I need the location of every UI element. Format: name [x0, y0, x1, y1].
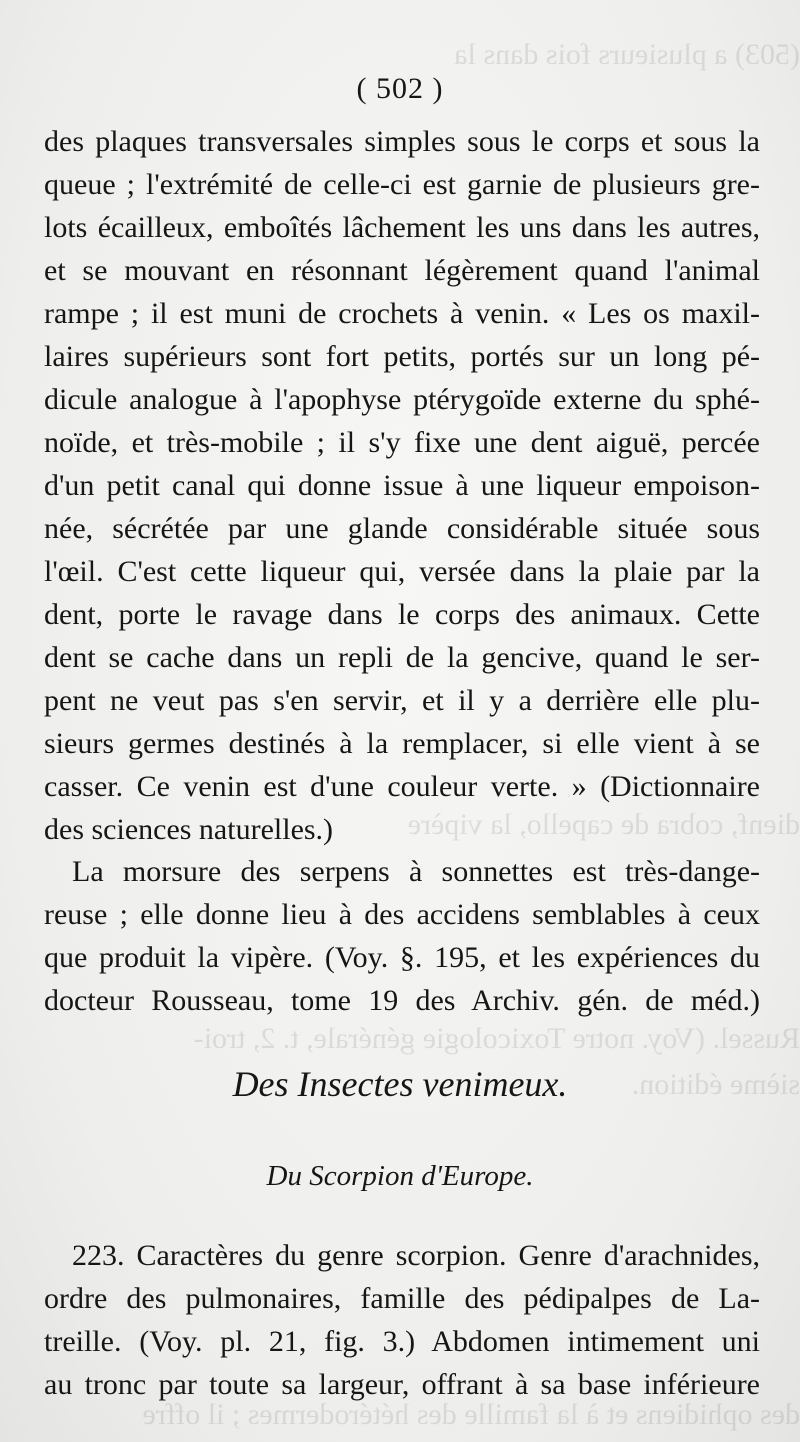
section-heading: Des Insectes venimeux.: [232, 1064, 568, 1104]
text-line: dent se cache dans un repli de la gencive, quand le ser-: [44, 641, 760, 674]
text-line: dent, porte le ravage dans le corps des animaux. Cette: [44, 598, 760, 631]
text-line: des plaques transversales simples sous le corps et sous la: [44, 125, 760, 158]
paragraph-scorpion-characters: [44, 1234, 760, 1406]
text-line: et se mouvant en résonnant légèrement quand l'animal: [44, 254, 760, 287]
text-line: sieurs germes destinés à la remplacer, si elle vient à se: [44, 727, 760, 760]
text-line: treille. (Voy. pl. 21, fig. 3.) Abdomen intimement uni: [44, 1325, 760, 1358]
text-line: queue ; l'extrémité de celle-ci est garnie de plusieurs gre-: [44, 168, 760, 201]
paragraph-rattlesnake-description: [44, 120, 760, 851]
bleed-through-text: Russel. (Voy. notre Toxicologie générale, t. 2, troi-: [193, 1022, 800, 1055]
text-line: des sciences naturelles.): [44, 813, 334, 846]
text-line: l'œil. C'est cette liqueur qui, versée dans la plaie par la: [44, 555, 760, 588]
text-line: laires supérieurs sont fort petits, portés sur un long pé-: [44, 340, 760, 373]
text-line: rampe ; il est muni de crochets à venin. « Les os maxil-: [44, 297, 760, 330]
text-line: reuse ; elle donne lieu à des accidens semblables à ceux: [44, 898, 760, 931]
text-line: ordre des pulmonaires, famille des pédipalpes de La-: [44, 1282, 760, 1315]
text-line: née, sécrétée par une glande considérable située sous: [44, 512, 760, 545]
text-line: noïde, et très-mobile ; il s'y fixe une dent aiguë, percée: [44, 426, 760, 459]
paragraph-rattlesnake-bite: [44, 850, 760, 1022]
text-line: 223. Caractères du genre scorpion. Genre d'arachnides,: [72, 1239, 760, 1272]
page-number: ( 502 ): [356, 72, 444, 105]
text-line: docteur Rousseau, tome 19 des Archiv. gén. de méd.): [44, 984, 760, 1017]
text-line: au tronc par toute sa largeur, offrant à sa base inférieure: [44, 1368, 760, 1401]
bleed-through-text: des ophidiens et à la famille des hétérodermes ; il offre: [142, 1398, 800, 1431]
bleed-through-text: (503) a plusieurs fois dans la: [454, 38, 800, 71]
bleed-through-text: dienf, cobra de capello, la vipère: [407, 808, 800, 841]
text-line: casser. Ce venin est d'une couleur verte. » (Dictionnaire: [44, 770, 760, 803]
text-line: pent ne veut pas s'en servir, et il y a derrière elle plu-: [44, 684, 760, 717]
text-line: dicule analogue à l'apophyse ptérygoïde externe du sphé-: [44, 383, 760, 416]
text-line: d'un petit canal qui donne issue à une liqueur empoison-: [44, 469, 760, 502]
text-line: que produit la vipère. (Voy. §. 195, et les expériences du: [44, 941, 760, 974]
text-line: La morsure des serpens à sonnettes est très-dange-: [72, 855, 760, 888]
text-line: lots écailleux, emboîtés lâchement les uns dans les autres,: [44, 211, 760, 244]
bleed-through-text: sième édition.: [631, 1068, 800, 1101]
subsection-heading: Du Scorpion d'Europe.: [266, 1160, 534, 1192]
